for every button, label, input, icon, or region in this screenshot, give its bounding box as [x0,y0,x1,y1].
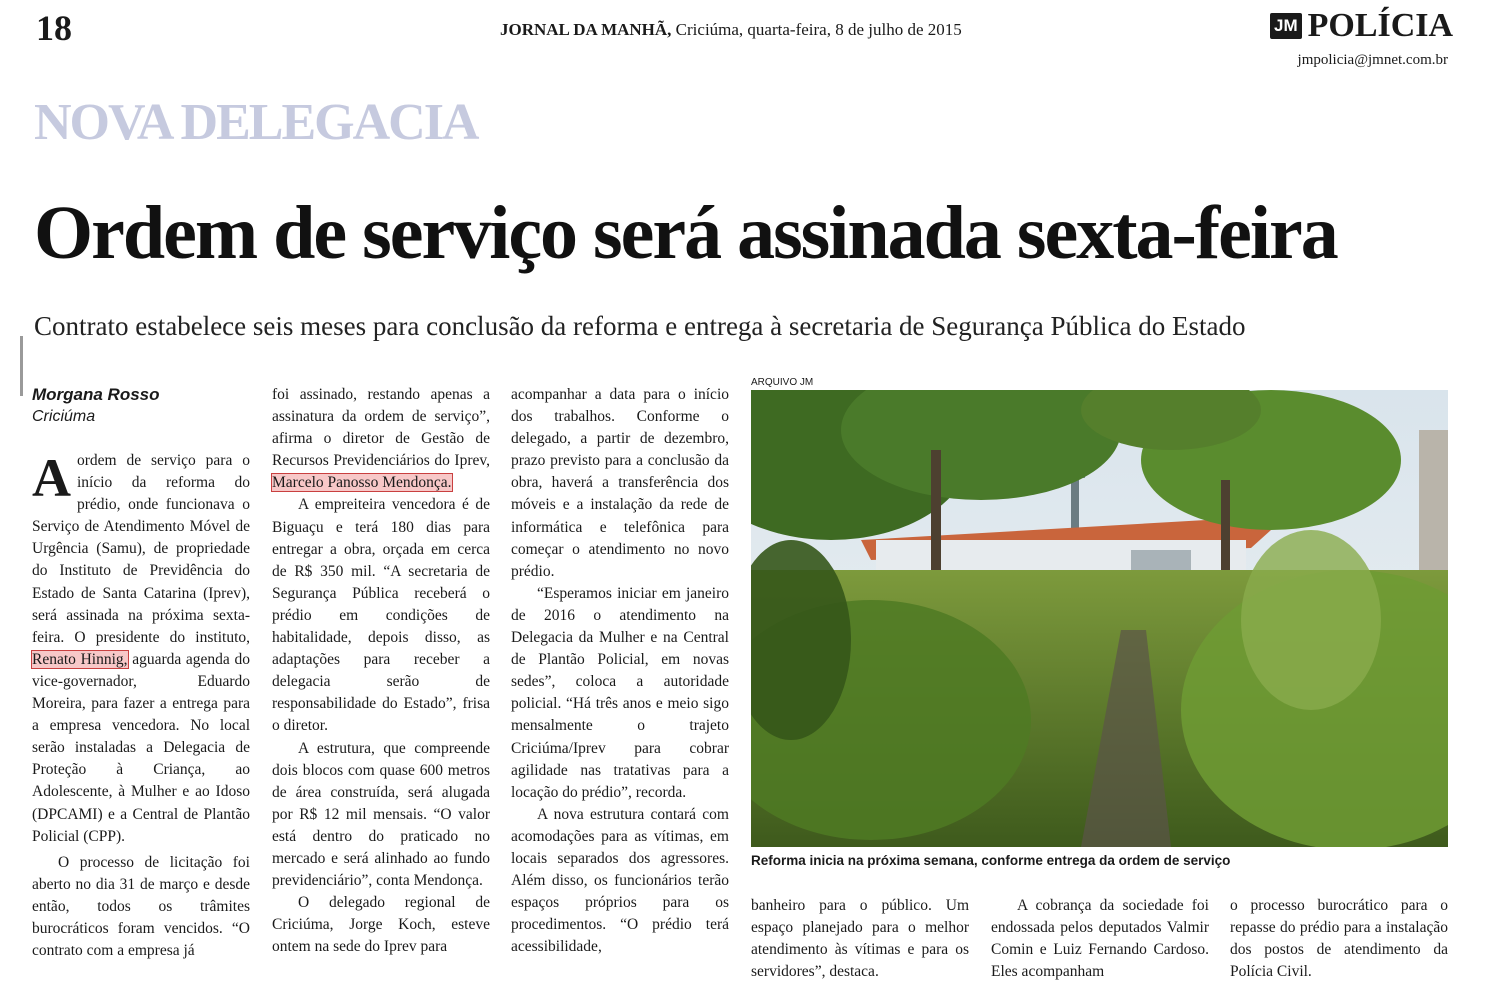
paragraph: o processo burocrático para o repasse do prédio para a instalação dos postos de atendimento da Polícia Civil. [1230,897,1448,981]
highlighted-name: Marcelo Panosso Mendonça. [272,474,452,492]
kicker: NOVA DELEGACIA [34,94,478,151]
newspaper-dateline [500,18,962,42]
article-photo [751,390,1448,847]
article-column-6 [1230,895,1448,983]
paragraph: A estrutura, que compreende dois blocos com quase 600 metros de área construída, será alugada por R$ 12 mil mensais. “O valor está dentro do praticado no mercado e será alinhado ao fundo previdenciário”, conta Mendonça. [272,739,490,890]
article-column-2 [272,384,490,958]
author-city: Criciúma [32,408,96,425]
photo-caption: Reforma inicia na próxima semana, conforme entrega da ordem de serviço [751,853,1231,868]
newspaper-name: JORNAL DA MANHÃ, [500,20,672,39]
paragraph: banheiro para o público. Um espaço planejado para o melhor atendimento às vítimas e para os servidores”, destaca. [751,897,969,981]
jm-logo-icon: JM [1270,13,1302,39]
paragraph: acompanhar a data para o início dos trabalhos. Conforme o delegado, a partir de dezembro, prazo previsto para a conclusão da obra, haverá a transferência dos móveis e a instalação da rede de informática e telefônica para começar o atendimento no novo prédio. [511,386,729,580]
section-logo [1270,8,1453,44]
byline [32,384,160,428]
paragraph: A nova estrutura contará com acomodações para as vítimas, em locais separados dos agressores. Além disso, os funcionários terão espaços próprios para os procedimentos. “O prédio terá acessibilidade, [511,805,729,956]
paragraph-text: ordem de serviço para o início da reforma do prédio, onde funcionava o Serviço de Atendimento Móvel de Urgência (Samu), de propriedade do Instituto de Previdência do Estado de Santa Catarina (Iprev), será assinada na próxima sexta-feira. O presidente do instituto, [32,452,250,646]
drop-cap: A [32,448,71,508]
paragraph-text: aguarda agenda do vice-governador, Eduardo Moreira, para fazer a entrega para a empresa vencedora. No local serão instaladas a Delegacia de Proteção à Criança, ao Adolescente, à Mulher e ao Idoso (DPCAMI) e a Central de Plantão Policial (CPP). [32,650,250,845]
dateline: Criciúma, quarta-feira, 8 de julho de 2015 [671,20,962,39]
paragraph-text: foi assinado, restando apenas a assinatura da ordem de serviço”, afirma o diretor de Gestão de Recursos Previdenciários do Iprev, [272,386,490,470]
author-name: Morgana Rosso [32,385,160,404]
photo-credit: ARQUIVO JM [751,377,814,388]
deck: Contrato estabelece seis meses para conclusão da reforma e entrega à secretaria de Segurança Pública do Estado [34,311,1246,341]
article-column-5 [991,895,1209,983]
headline: Ordem de serviço será assinada sexta-feira [34,191,1337,275]
section-email: jmpolicia@jmnet.com.br [1297,52,1448,68]
paragraph [32,450,250,848]
page-number: 18 [36,8,72,48]
paragraph: O processo de licitação foi aberto no dia 31 de março e desde então, todos os trâmites burocráticos foram vencidos. “O contrato com a empresa já [32,853,250,960]
vertical-rule [20,336,23,396]
section-name: POLÍCIA [1307,7,1454,44]
article-column-4 [751,895,969,983]
paragraph: A empreiteira vencedora é de Biguaçu e terá 180 dias para entregar a obra, orçada em cerca de R$ 350 mil. “A secretaria de Segurança Pública receberá o prédio em condições de habitalidade, depois disso, as adaptações para receber a delegacia serão de responsabilidade do Estado”, frisa o diretor. [272,496,490,735]
highlighted-name: Renato Hinnig, [32,650,128,668]
overgrown-building-photo [751,390,1448,847]
paragraph [272,384,490,494]
article-column-1 [32,450,250,962]
paragraph: A cobrança da sociedade foi endossada pelos deputados Valmir Comin e Luiz Fernando Cardoso. Eles acompanham [991,897,1209,981]
paragraph: O delegado regional de Criciúma, Jorge Koch, esteve ontem na sede do Iprev para [272,894,490,956]
paragraph: “Esperamos iniciar em janeiro de 2016 o atendimento na Delegacia da Mulher e na Central de Plantão Policial, em novas sedes”, coloca a autoridade policial. “Há três anos e meio sigo mensalmente o trajeto Criciúma/Iprev para cobrar agilidade nas tratativas para a locação do prédio”, recorda. [511,584,729,801]
article-column-3 [511,384,729,958]
